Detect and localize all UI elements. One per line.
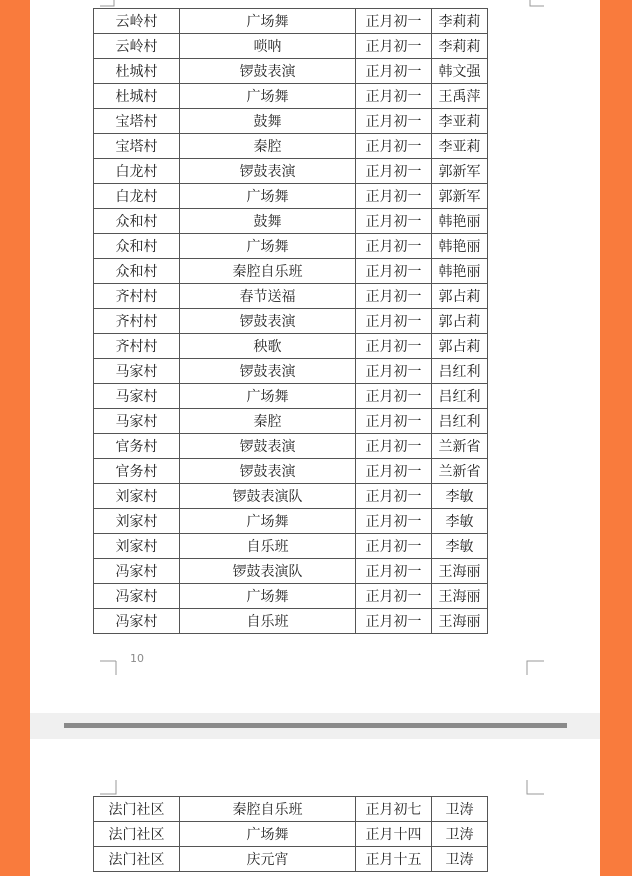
crop-mark-bottom-right: [524, 655, 544, 675]
crop-mark-top-right: [524, 0, 544, 12]
activity-cell: 秦腔自乐班: [180, 259, 356, 284]
table-row: [94, 822, 488, 847]
date-cell: 正月初一: [356, 559, 432, 584]
contact-cell: 兰新省: [432, 434, 488, 459]
upper-table-body: [94, 9, 488, 634]
date-cell: 正月初一: [356, 134, 432, 159]
table-row: [94, 109, 488, 134]
contact-cell: 吕红利: [432, 359, 488, 384]
date-cell: 正月十四: [356, 822, 432, 847]
activity-cell: 秧歌: [180, 334, 356, 359]
date-cell: 正月初一: [356, 34, 432, 59]
contact-cell: 王禹萍: [432, 84, 488, 109]
village-cell: 官务村: [94, 434, 180, 459]
date-cell: 正月初一: [356, 409, 432, 434]
date-cell: 正月初一: [356, 359, 432, 384]
left-background-strip: [0, 0, 30, 876]
activity-cell: 锣鼓表演: [180, 59, 356, 84]
table-row: [94, 284, 488, 309]
table-row: [94, 84, 488, 109]
contact-cell: 王海丽: [432, 559, 488, 584]
activity-cell: 锣鼓表演队: [180, 484, 356, 509]
contact-cell: 兰新省: [432, 459, 488, 484]
village-cell: 宝塔村: [94, 109, 180, 134]
village-cell: 冯家村: [94, 559, 180, 584]
upper-activity-table: [93, 8, 488, 634]
date-cell: 正月初一: [356, 59, 432, 84]
activity-cell: 秦腔: [180, 409, 356, 434]
village-cell: 法门社区: [94, 822, 180, 847]
table-row: [94, 334, 488, 359]
activity-cell: 春节送福: [180, 284, 356, 309]
date-cell: 正月初一: [356, 309, 432, 334]
contact-cell: 李莉莉: [432, 9, 488, 34]
table-row: [94, 134, 488, 159]
contact-cell: 李莉莉: [432, 34, 488, 59]
date-cell: 正月初一: [356, 584, 432, 609]
contact-cell: 卫涛: [432, 797, 488, 822]
village-cell: 齐村村: [94, 334, 180, 359]
village-cell: 马家村: [94, 409, 180, 434]
activity-cell: 广场舞: [180, 9, 356, 34]
village-cell: 法门社区: [94, 847, 180, 872]
village-cell: 杜城村: [94, 59, 180, 84]
table-row: [94, 847, 488, 872]
date-cell: 正月初一: [356, 109, 432, 134]
date-cell: 正月初一: [356, 209, 432, 234]
village-cell: 齐村村: [94, 309, 180, 334]
date-cell: 正月初一: [356, 234, 432, 259]
table-row: [94, 609, 488, 634]
activity-cell: 唢呐: [180, 34, 356, 59]
table-row: [94, 534, 488, 559]
date-cell: 正月初一: [356, 259, 432, 284]
contact-cell: 卫涛: [432, 822, 488, 847]
table-row: [94, 509, 488, 534]
village-cell: 法门社区: [94, 797, 180, 822]
activity-cell: 鼓舞: [180, 109, 356, 134]
village-cell: 冯家村: [94, 584, 180, 609]
activity-cell: 锣鼓表演: [180, 434, 356, 459]
table-row: [94, 409, 488, 434]
activity-cell: 广场舞: [180, 584, 356, 609]
contact-cell: 吕红利: [432, 409, 488, 434]
activity-cell: 广场舞: [180, 84, 356, 109]
table-row: [94, 434, 488, 459]
activity-cell: 广场舞: [180, 509, 356, 534]
village-cell: 云岭村: [94, 9, 180, 34]
contact-cell: 郭占莉: [432, 309, 488, 334]
table-row: [94, 9, 488, 34]
date-cell: 正月初一: [356, 459, 432, 484]
date-cell: 正月初一: [356, 9, 432, 34]
activity-cell: 广场舞: [180, 234, 356, 259]
contact-cell: 韩文强: [432, 59, 488, 84]
table-row: [94, 359, 488, 384]
village-cell: 白龙村: [94, 159, 180, 184]
lower-activity-table: [93, 796, 488, 872]
right-background-strip: [600, 0, 632, 876]
village-cell: 宝塔村: [94, 134, 180, 159]
crop-mark-bottom-left: [100, 655, 120, 675]
activity-cell: 锣鼓表演队: [180, 559, 356, 584]
date-cell: 正月初一: [356, 159, 432, 184]
contact-cell: 李亚莉: [432, 134, 488, 159]
village-cell: 云岭村: [94, 34, 180, 59]
table-row: [94, 184, 488, 209]
contact-cell: 韩艳丽: [432, 234, 488, 259]
page-separator-line: [64, 723, 567, 728]
table-row: [94, 459, 488, 484]
contact-cell: 李敏: [432, 509, 488, 534]
date-cell: 正月初一: [356, 334, 432, 359]
activity-cell: 锣鼓表演: [180, 359, 356, 384]
contact-cell: 郭新军: [432, 184, 488, 209]
table-row: [94, 34, 488, 59]
date-cell: 正月初一: [356, 384, 432, 409]
lower-table-body: [94, 797, 488, 872]
village-cell: 刘家村: [94, 534, 180, 559]
table-row: [94, 797, 488, 822]
date-cell: 正月初七: [356, 797, 432, 822]
village-cell: 官务村: [94, 459, 180, 484]
contact-cell: 李敏: [432, 484, 488, 509]
contact-cell: 李敏: [432, 534, 488, 559]
village-cell: 众和村: [94, 234, 180, 259]
contact-cell: 郭新军: [432, 159, 488, 184]
contact-cell: 李亚莉: [432, 109, 488, 134]
table-row: [94, 384, 488, 409]
activity-cell: 锣鼓表演: [180, 309, 356, 334]
activity-cell: 庆元宵: [180, 847, 356, 872]
table-row: [94, 559, 488, 584]
table-row: [94, 484, 488, 509]
contact-cell: 吕红利: [432, 384, 488, 409]
table-row: [94, 259, 488, 284]
village-cell: 冯家村: [94, 609, 180, 634]
village-cell: 齐村村: [94, 284, 180, 309]
activity-cell: 广场舞: [180, 384, 356, 409]
village-cell: 马家村: [94, 359, 180, 384]
activity-cell: 锣鼓表演: [180, 459, 356, 484]
activity-cell: 广场舞: [180, 822, 356, 847]
village-cell: 刘家村: [94, 509, 180, 534]
table-row: [94, 159, 488, 184]
contact-cell: 韩艳丽: [432, 209, 488, 234]
contact-cell: 郭占莉: [432, 334, 488, 359]
contact-cell: 郭占莉: [432, 284, 488, 309]
date-cell: 正月初一: [356, 534, 432, 559]
date-cell: 正月初一: [356, 284, 432, 309]
date-cell: 正月初一: [356, 84, 432, 109]
contact-cell: 卫涛: [432, 847, 488, 872]
activity-cell: 自乐班: [180, 609, 356, 634]
table-row: [94, 209, 488, 234]
crop-mark-page2-top-right: [524, 780, 544, 800]
date-cell: 正月初一: [356, 434, 432, 459]
contact-cell: 王海丽: [432, 609, 488, 634]
village-cell: 刘家村: [94, 484, 180, 509]
village-cell: 杜城村: [94, 84, 180, 109]
date-cell: 正月初一: [356, 184, 432, 209]
activity-cell: 鼓舞: [180, 209, 356, 234]
date-cell: 正月十五: [356, 847, 432, 872]
table-row: [94, 309, 488, 334]
page-number: 10: [130, 652, 144, 665]
table-row: [94, 59, 488, 84]
activity-cell: 锣鼓表演: [180, 159, 356, 184]
table-row: [94, 234, 488, 259]
contact-cell: 王海丽: [432, 584, 488, 609]
date-cell: 正月初一: [356, 484, 432, 509]
village-cell: 白龙村: [94, 184, 180, 209]
activity-cell: 广场舞: [180, 184, 356, 209]
village-cell: 众和村: [94, 209, 180, 234]
activity-cell: 自乐班: [180, 534, 356, 559]
village-cell: 马家村: [94, 384, 180, 409]
date-cell: 正月初一: [356, 609, 432, 634]
contact-cell: 韩艳丽: [432, 259, 488, 284]
table-row: [94, 584, 488, 609]
date-cell: 正月初一: [356, 509, 432, 534]
activity-cell: 秦腔: [180, 134, 356, 159]
activity-cell: 秦腔自乐班: [180, 797, 356, 822]
village-cell: 众和村: [94, 259, 180, 284]
